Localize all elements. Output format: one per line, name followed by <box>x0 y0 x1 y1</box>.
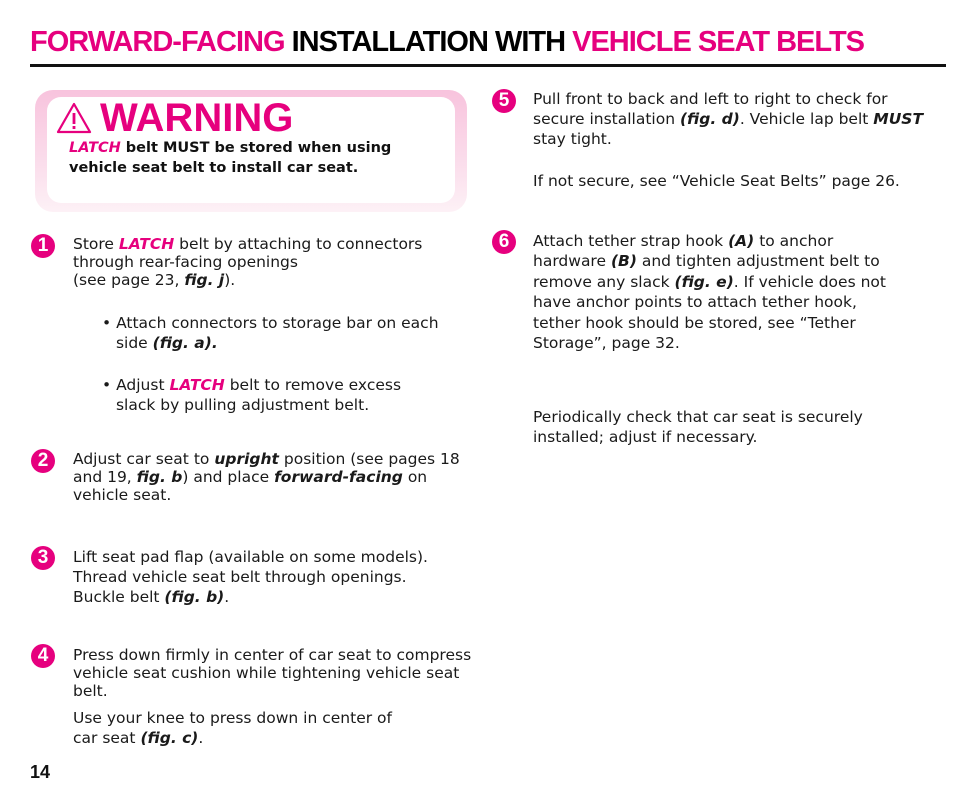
step-4-fig: (fig. c) <box>140 729 199 747</box>
step-4-text-b <box>73 708 418 748</box>
step-6-a: Attach tether strap hook <box>533 232 729 250</box>
step-2-badge: 2 <box>31 449 55 473</box>
step-5-note: If not secure, see “Vehicle Seat Belts” page 26. <box>533 172 900 190</box>
step-1-b: belt by attaching to connectors through rear-facing openings <box>73 235 423 271</box>
step-5-fig: (fig. d) <box>679 110 740 128</box>
step-6-label-b: (B) <box>610 252 637 271</box>
step-6-fig: (fig. e) <box>674 272 734 291</box>
step-4-text <box>73 646 498 700</box>
step-1-latch: LATCH <box>118 235 175 253</box>
step-6-d: . If vehicle does not have anchor points to attach tether hook, tether hook should be stored, see “Tether Storage”, page 32. <box>533 272 886 353</box>
step-3-text <box>73 547 463 607</box>
step-3-fig: (fig. b) <box>164 588 225 606</box>
step-1-bullet-2 <box>102 375 432 415</box>
step-6-badge: 6 <box>492 230 516 254</box>
step-4-a: Press down firmly in center of car seat to compress vehicle seat cushion while tightening vehicle seat belt. <box>73 646 472 700</box>
step-2-c: ) and place <box>182 468 275 486</box>
step-5-b: . Vehicle lap belt <box>739 110 874 128</box>
step-1-c: (see page 23, <box>73 271 185 289</box>
step-5-badge: 5 <box>492 89 516 113</box>
step-2-d: on vehicle seat. <box>73 468 428 504</box>
step-4-badge: 4 <box>31 644 55 668</box>
title-part-installation: INSTALLATION WITH <box>284 26 573 58</box>
title-part-vehicle-seat-belts: VEHICLE SEAT BELTS <box>572 26 865 58</box>
step-1-a: Store <box>73 235 119 253</box>
step-1-fig: fig. j <box>184 271 225 289</box>
step-4-b: Use your knee to press down in center of car seat <box>73 709 392 747</box>
step-1-bullet-1 <box>102 313 467 353</box>
title-divider <box>30 64 946 67</box>
warning-body: belt MUST be stored when using vehicle seat belt to install car seat. <box>69 140 392 176</box>
step-1-text <box>73 235 453 289</box>
step-1-bullet-2-latch: LATCH <box>169 376 225 394</box>
warning-heading: WARNING <box>100 96 294 140</box>
step-1-badge: 1 <box>31 234 55 258</box>
step-3-a: Lift seat pad flap (available on some models). Thread vehicle seat belt through openings. Buckle belt <box>73 548 428 606</box>
step-5-must: MUST <box>873 110 924 128</box>
warning-latch-word: LATCH <box>69 140 121 156</box>
step-1-bullet-2-a: • Adjust <box>102 376 170 394</box>
step-2-text <box>73 450 478 504</box>
step-1-bullet-2-b: belt to remove excess slack by pulling adjustment belt. <box>115 376 402 414</box>
step-6-c: and tighten adjustment belt to remove any slack <box>533 252 880 291</box>
title-part-forward-facing: FORWARD-FACING <box>30 26 285 58</box>
warning-triangle-icon <box>56 101 92 135</box>
step-2-fig: fig. b <box>136 468 183 486</box>
step-5-text <box>533 89 928 149</box>
step-3-badge: 3 <box>31 546 55 570</box>
step-2-b: position (see pages 18 and 19, <box>73 450 460 486</box>
step-6-b: to anchor hardware <box>533 232 834 271</box>
step-2-upright: upright <box>214 450 279 468</box>
warning-text <box>69 138 429 178</box>
step-1-d: ). <box>224 271 236 289</box>
step-6-text <box>533 231 908 353</box>
step-5-a: Pull front to back and left to right to check for secure installation <box>533 90 888 128</box>
step-1-bullet-1-fig: (fig. a). <box>152 334 218 352</box>
step-6-label-a: (A) <box>728 232 755 250</box>
step-2-forward-facing: forward-facing <box>274 468 403 486</box>
page-number: 14 <box>30 762 51 782</box>
step-2-a: Adjust car seat to <box>73 450 215 468</box>
step-5-c: stay tight. <box>533 130 612 148</box>
step-3-b: . <box>224 588 230 606</box>
step-1-bullet-1-text: • Attach connectors to storage bar on each side <box>102 314 439 352</box>
page-title <box>30 24 940 60</box>
periodic-check-note: Periodically check that car seat is securely installed; adjust if necessary. <box>533 408 863 446</box>
step-4-c: . <box>198 729 204 747</box>
